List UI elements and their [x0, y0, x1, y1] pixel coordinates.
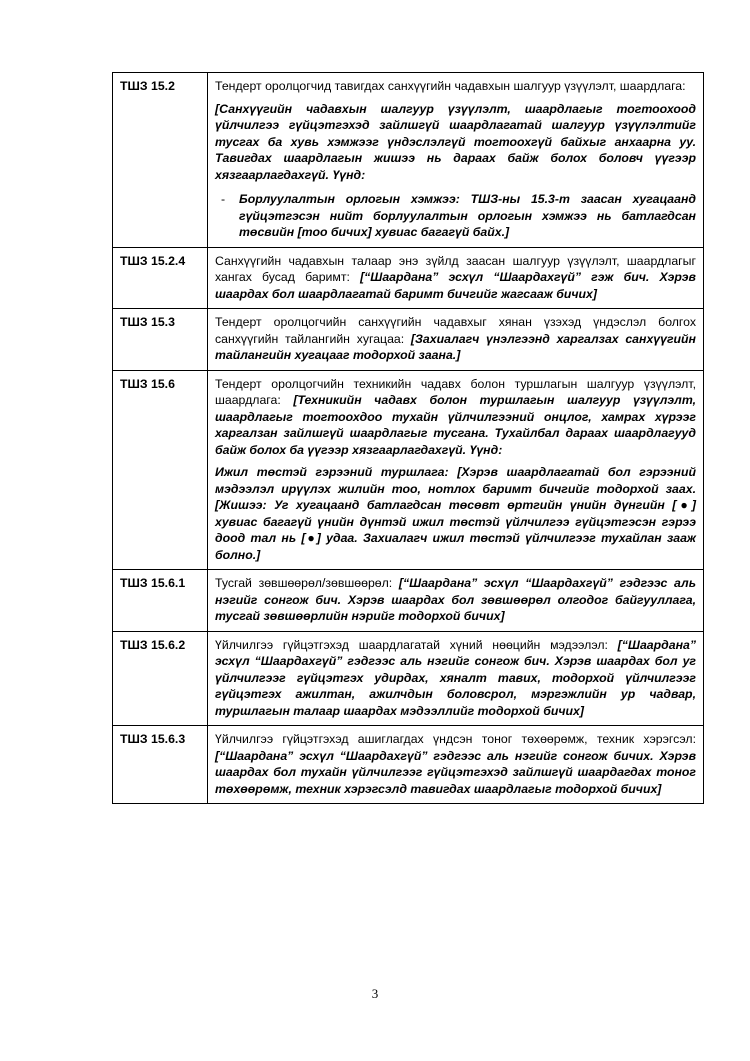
- clause-intro: Үйлчилгээ гүйцэтгэхэд шаардлагатай хүний нөөцийн мэдээлэл:: [215, 637, 608, 652]
- clause-text: [215, 575, 696, 625]
- clause-content: [208, 726, 704, 804]
- clause-instruction: [“Шаардана” эсхүл “Шаардахгүй” гэдгээс аль нэгийг сонгож бич. Хэрэв шаардах бол уг үйлчилгээг гүйцэтгэх удирдах, хяналт тавих, тодорхой үйлчилгээг гүйцэтгэх ажилтан, ажилчдын боловсрол, мэргэжлийн ур чадвар, туршлагын талаар шаардах мэдээллийг тодорхой бичих]: [215, 637, 696, 718]
- clause-intro: Үйлчилгээ гүйцэтгэхэд ашиглагдах үндсэн тоног төхөөрөмж, техник хэрэгсэл:: [215, 732, 696, 746]
- requirements-table: [112, 72, 704, 804]
- clause-intro: Тендерт оролцогчийн санхүүгийн чадавхыг хянан үзэхэд үндэслэл болгох санхүүгийн тайлангийн хугацаа:: [215, 315, 696, 346]
- requirement-list: [215, 191, 696, 241]
- clause-code: ТШЗ 15.6.3: [113, 726, 208, 804]
- clause-instruction: [Санхүүгийн чадавхын шалгуур үзүүлэлт, шаардлагыг тогтоохоод үйлчилгээ гүйцэтгэхэд зайлшгүй шаардлагатай шалгуур үзүүлэлтийг тусгах ба хувь хэмжээг үндэслэлгүй тогтоохгүй байхыг анхаарна уу. Тавигдах шаардлагын жишээ нь дараах байж болох боловч үүгээр хязгаарлагдахгүй. Үүнд:: [215, 101, 696, 182]
- document-page: [112, 72, 704, 804]
- clause-content: [208, 370, 704, 570]
- dash-bullet: -: [221, 192, 226, 206]
- clause-content: [208, 309, 704, 371]
- clause-instruction: [“Шаардана” эсхүл “Шаардахгүй” гэж бич. Хэрэв шаардах бол шаардлагатай баримт бичгийг жагсааж бичих]: [215, 270, 696, 301]
- clause-code: ТШЗ 15.6.2: [113, 631, 208, 726]
- clause-text: [215, 637, 696, 720]
- table-row-15-6-3: [113, 726, 704, 804]
- clause-text: [215, 731, 696, 797]
- list-item-text: Борлуулалтын орлогын хэмжээ: ТШЗ-ны 15.3-т заасан хугацаанд гүйцэтгэсэн нийт борлуулалтын орлогын хэмжээ нь батлагдсан төсвийн [тоо бичих] хувиас багагүй байх.]: [239, 192, 696, 239]
- clause-content: [208, 631, 704, 726]
- clause-content: [208, 247, 704, 309]
- clause-instruction: [Захиалагч үнэлгээнд харгалзах санхүүгийн тайлангийн хугацааг тодорхой заана.]: [215, 331, 696, 362]
- clause-code: ТШЗ 15.2.4: [113, 247, 208, 309]
- table-row-15-6: [113, 370, 704, 570]
- clause-content: [208, 570, 704, 632]
- clause-code: ТШЗ 15.2: [113, 73, 208, 248]
- table-row-15-2-4: [113, 247, 704, 309]
- table-row-15-2: [113, 73, 704, 248]
- clause-instruction: [“Шаардана” эсхүл “Шаардахгүй” гэдгээс аль нэгийг сонгож бич. Хэрэв шаардах бол зөвшөөрөл олгодог байгууллага, тусгай зөвшөөрлийн нэрийг тодорхой бичих]: [215, 576, 696, 623]
- clause-code: ТШЗ 15.6: [113, 370, 208, 570]
- clause-intro: Санхүүгийн чадавхын талаар энэ зүйлд заасан шалгуур үзүүлэлт, шаардлагыг хангах бусад баримт:: [215, 253, 696, 284]
- clause-intro: Тусгай зөвшөөрөл/зөвшөөрөл:: [215, 576, 393, 590]
- table-row-15-6-1: [113, 570, 704, 632]
- clause-instruction: [“Шаардана” эсхүл “Шаардахгүй” гэдгээс аль нэгийг сонгож бичих. Хэрэв шаардах бол тухайн үйлчилгээг гүйцэтгэхэд зайлшгүй шаардагдах тоног төхөөрөмж, техник хэрэгсэлд тавигдах шаардлагыг тодорхой бичих]: [215, 748, 696, 796]
- clause-instruction: [Техникийн чадавх болон туршлагын шалгуур үзүүлэлт, шаардлагыг тогтоохдоо тухайн үйлчилгээний онцлог, хамрах хүрээг харгалзан зайлшгүй шаардлагыг тусгана. Тухайлбал дараах шаардлагууд байж болох ба үүгээр хязгаарлагдахгүй. Үүнд:: [215, 393, 697, 457]
- clause-text: [215, 376, 696, 459]
- clause-code: ТШЗ 15.6.1: [113, 570, 208, 632]
- clause-content: [208, 73, 704, 248]
- list-item: [215, 191, 696, 241]
- clause-text: [215, 253, 696, 303]
- clause-code: ТШЗ 15.3: [113, 309, 208, 371]
- page-number: 3: [371, 986, 379, 1001]
- clause-intro: Тендерт оролцогчийн техникийн чадавх болон туршлагын шалгуур үзүүлэлт, шаардлага:: [215, 376, 696, 407]
- table-row-15-6-2: [113, 631, 704, 726]
- clause-intro: Тендерт оролцогчид тавигдах санхүүгийн чадавхын шалгуур үзүүлэлт, шаардлага:: [215, 79, 686, 93]
- table-row-15-3: [113, 309, 704, 371]
- clause-example: Ижил төстэй гэрээний туршлага: [Хэрэв шаардлагатай бол гэрээний мэдээлэл ирүүлэх жилийн тоо, нотлох баримт бичгийг тодорхой заах. [Жишээ: Уг хугацаанд батлагдсан төсөвт өртгийн үнийн дүнгийн [●] хувиас багагүй үнийн дүнтэй ижил төстэй үйлчилгээ гүйцэтгэсэн гэрээ доод тал нь [●] удаа. Захиалагч ижил төстэй үйлчилгээг тухайлан зааж болно.]: [215, 465, 696, 562]
- clause-text: [215, 314, 696, 364]
